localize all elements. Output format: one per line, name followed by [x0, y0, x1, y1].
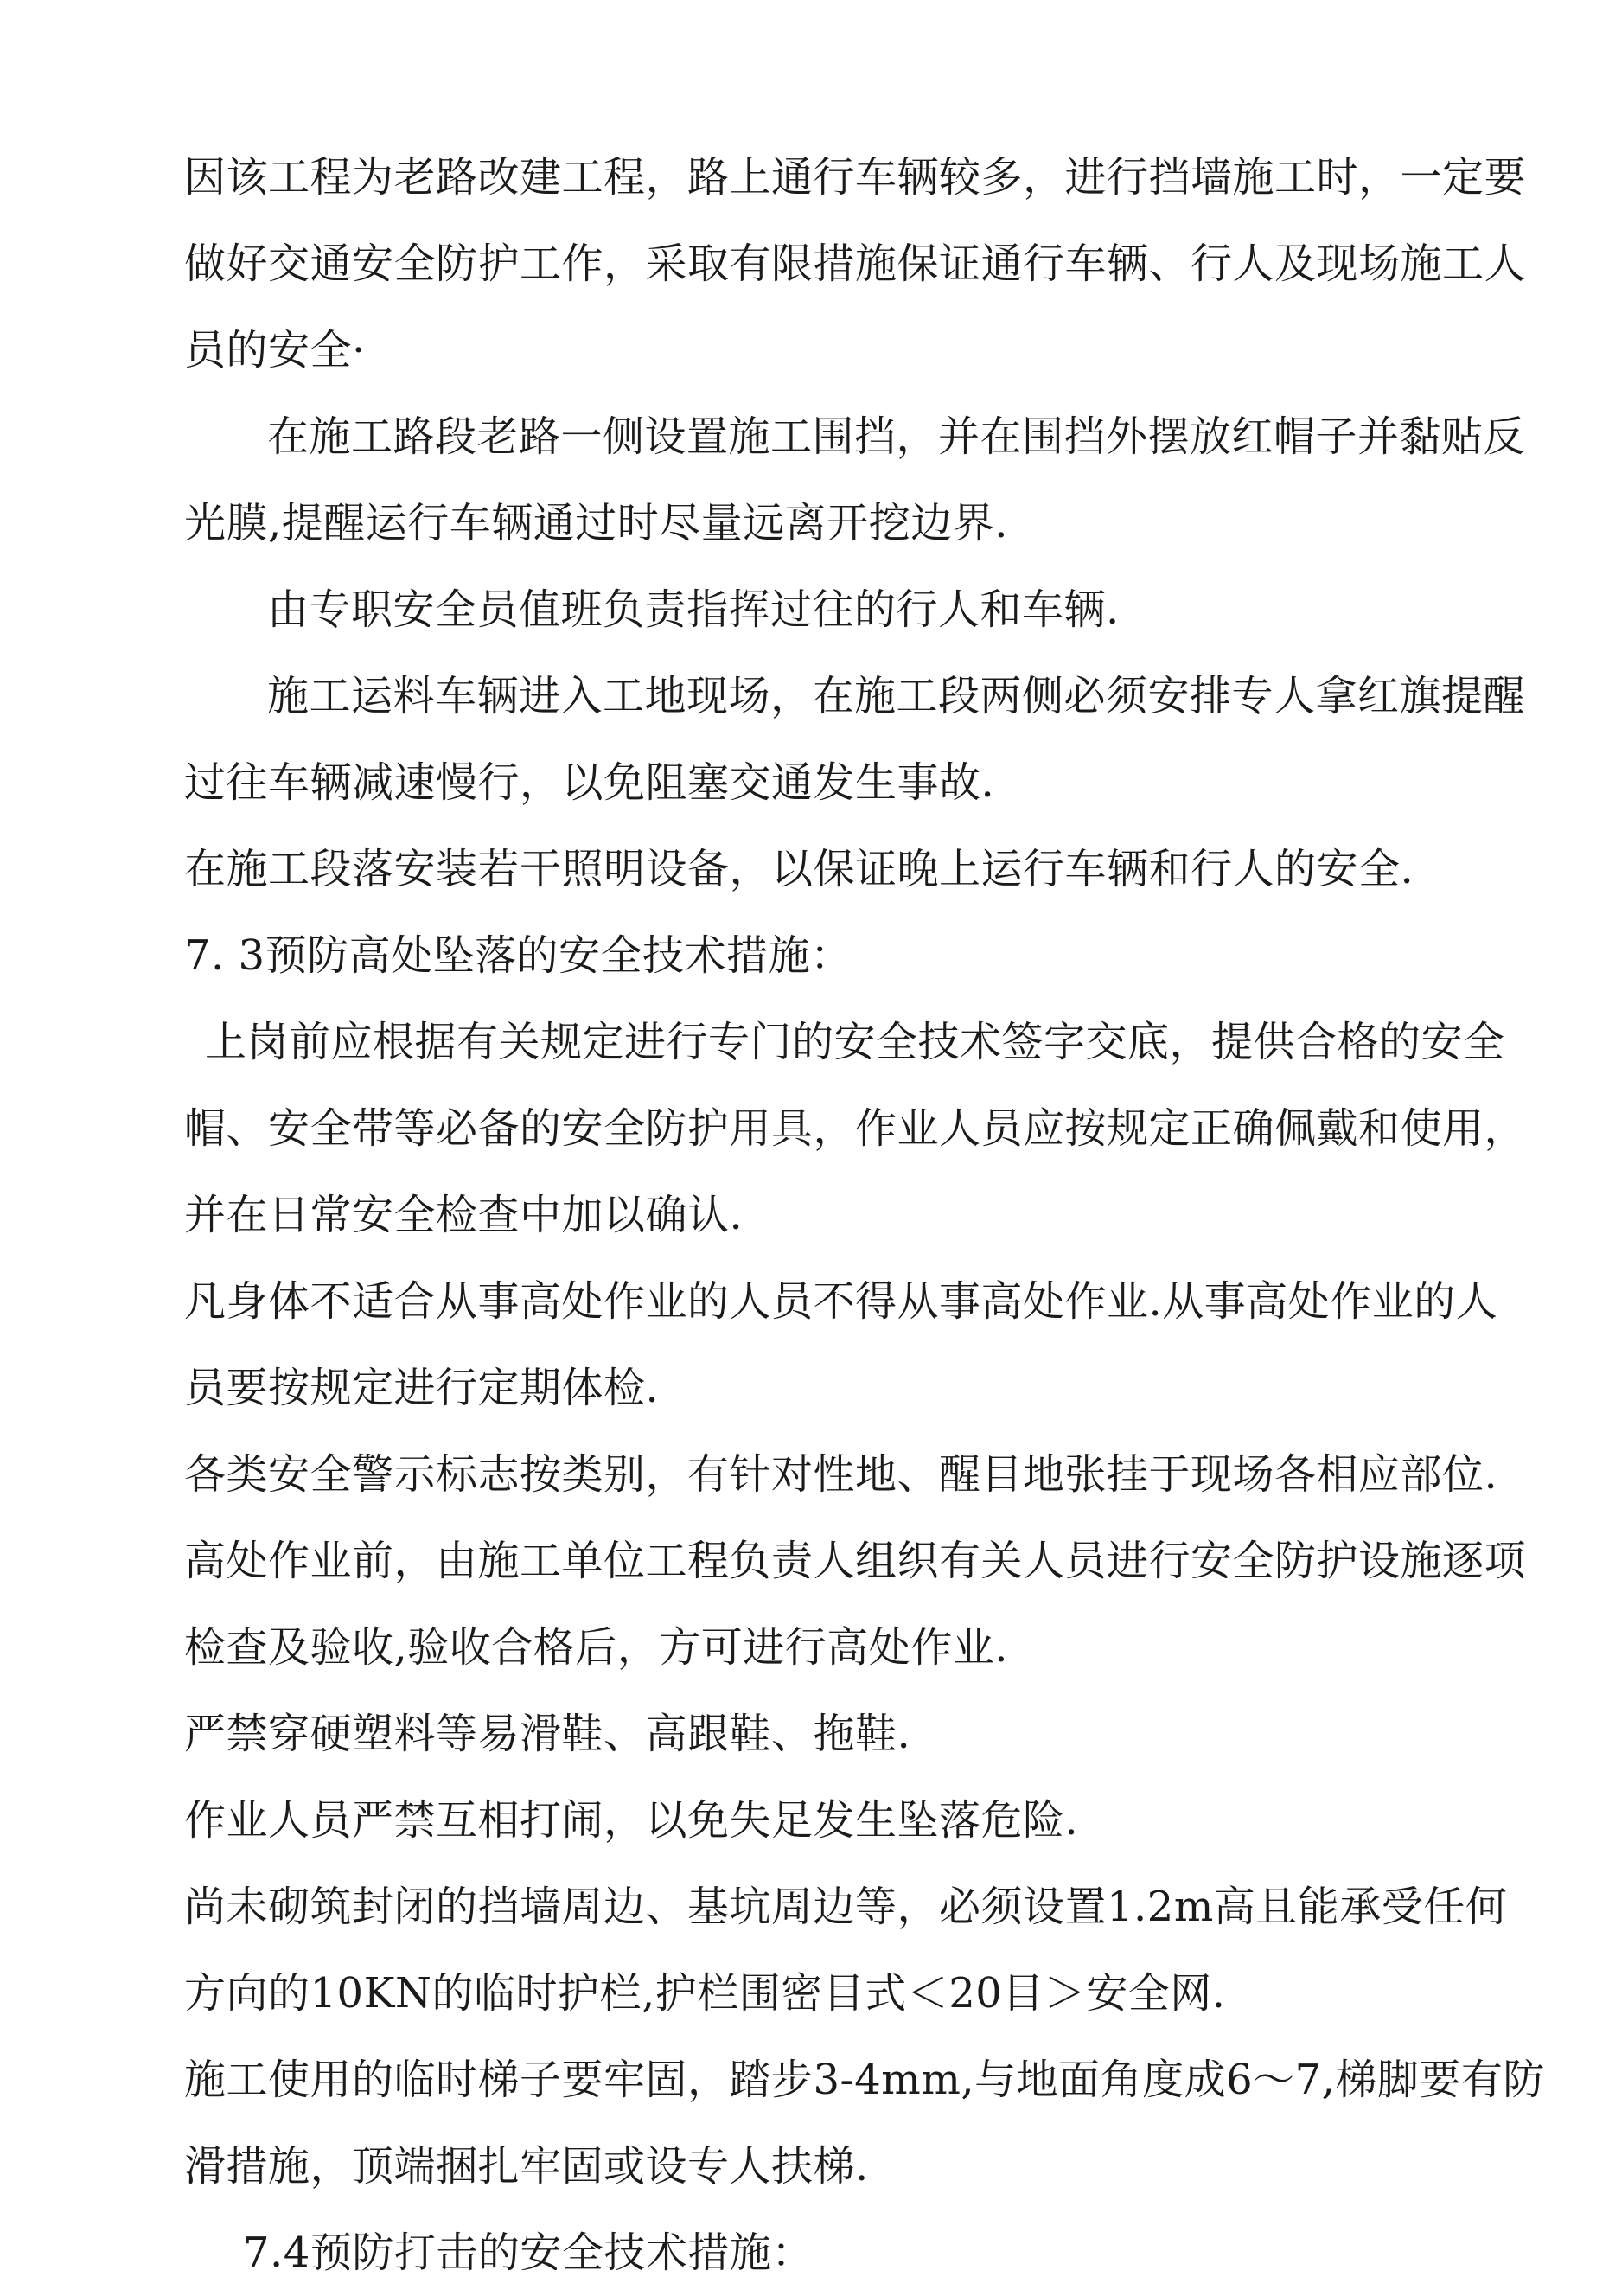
- text-line: 因该工程为老路改建工程，路上通行车辆较多，进行挡墙施工时，一定要: [184, 153, 1527, 201]
- text-line: 作业人员严禁互相打闹，以免失足发生坠落危险.: [184, 1796, 1079, 1845]
- document-body: [184, 134, 1545, 2296]
- paragraph-start: 由专职安全员值班负责指挥过往的行人和车辆.: [267, 585, 1120, 634]
- paragraph-start: 在施工路段老路一侧设置施工围挡，并在围挡外摆放红帽子并黏贴反: [267, 413, 1526, 461]
- text-line: 员的安全·: [184, 326, 366, 374]
- text-line: 员要按规定进行定期体检.: [184, 1364, 660, 1412]
- text-line: 在施工段落安装若干照明设备，以保证晚上运行车辆和行人的安全.: [184, 845, 1414, 893]
- text-line: 高处作业前，由施工单位工程负责人组织有关人员进行安全防护设施逐项: [184, 1537, 1527, 1585]
- section-heading: 7. 3预防高处坠落的安全技术措施：: [184, 931, 852, 980]
- text-line: 帽、安全带等必备的安全防护用具，作业人员应按规定正确佩戴和使用，: [184, 1104, 1527, 1153]
- text-line: 施工使用的临时梯子要牢固，踏步3-4mm,与地面角度成6〜7,梯脚要有防: [184, 2056, 1545, 2104]
- paragraph-start: 上岗前应根据有关规定进行专门的安全技术签字交底，提供合格的安全: [205, 1018, 1505, 1066]
- paragraph-start: 施工运料车辆进入工地现场，在施工段两侧必须安排专人拿红旗提醒: [267, 672, 1526, 720]
- text-line: 检查及验收,验收合格后，方可进行高处作业.: [184, 1623, 1009, 1672]
- text-line: 做好交通安全防护工作，采取有限措施保证通行车辆、行人及现场施工人: [184, 240, 1527, 288]
- text-line: 各类安全警示标志按类别，有针对性地、醒目地张挂于现场各相应部位.: [184, 1450, 1498, 1499]
- text-line: 光膜,提醒运行车辆通过时尽量远离开挖边界.: [184, 499, 1009, 547]
- text-line: 严禁穿硬塑料等易滑鞋、高跟鞋、拖鞋.: [184, 1710, 911, 1758]
- text-line: 滑措施，顶端捆扎牢固或设专人扶梯.: [184, 2142, 869, 2190]
- text-line: 并在日常安全检查中加以确认.: [184, 1191, 744, 1239]
- text-line: 凡身体不适合从事高处作业的人员不得从事高处作业.从事高处作业的人: [184, 1277, 1498, 1326]
- text-line: 尚未砌筑封闭的挡墙周边、基坑周边等，必须设置1.2m高且能承受任何: [184, 1883, 1508, 1931]
- text-line: 方向的10KN的临时护栏,护栏围密目式＜20目＞安全网.: [184, 1969, 1226, 2018]
- section-heading: 7.4预防打击的安全技术措施：: [243, 2229, 814, 2277]
- text-line: 过往车辆减速慢行，以免阻塞交通发生事故.: [184, 758, 995, 807]
